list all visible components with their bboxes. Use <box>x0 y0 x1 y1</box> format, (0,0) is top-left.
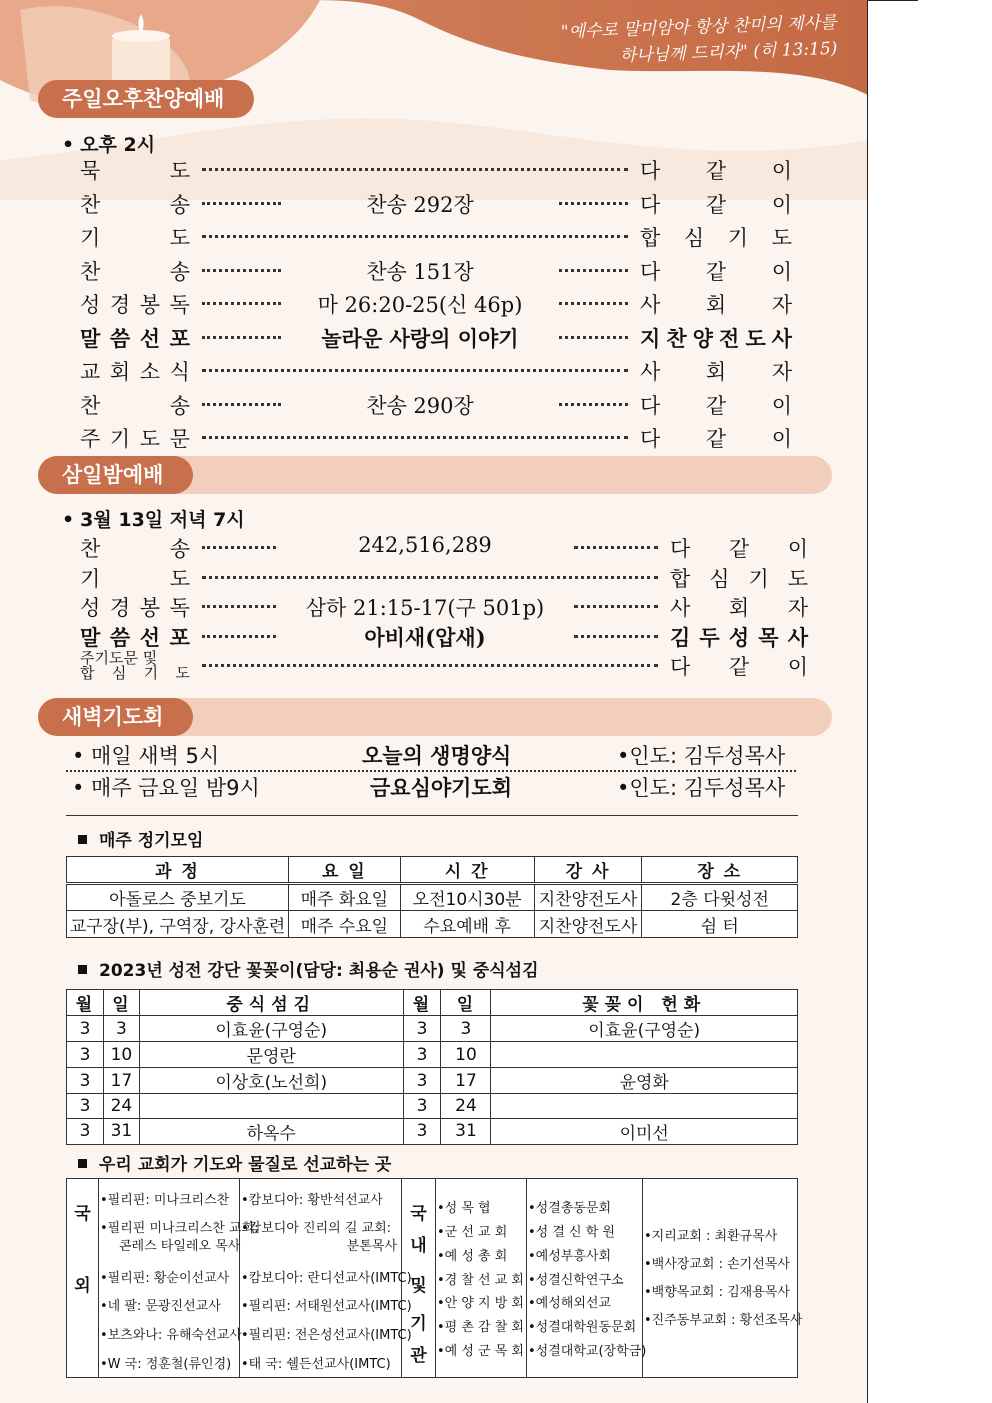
service-item-leader <box>640 289 792 319</box>
flowers-table <box>66 989 798 1145</box>
service-row <box>80 651 810 685</box>
dawn-when: • 매주 금요일 밤9시 <box>72 776 260 800</box>
table-row <box>67 1118 798 1144</box>
column-header: 중식섬김 <box>139 990 403 1016</box>
mission-item: •네 팔: 문광진선교사 <box>100 1299 221 1314</box>
table-cell <box>491 1042 798 1068</box>
table-row <box>67 884 798 911</box>
leader-char: 사 <box>787 624 808 650</box>
leader-char: 다 <box>670 537 691 561</box>
service-item-label <box>80 189 190 219</box>
weekly-meetings-table <box>66 856 798 938</box>
column-header: 시 간 <box>400 857 534 884</box>
leader-char: 심 <box>683 226 705 250</box>
service-item-leader <box>670 592 808 622</box>
mission-item: •백사장교회 : 손기선목사 <box>644 1257 790 1272</box>
service-row <box>80 423 800 457</box>
label-char: 송 <box>169 393 190 418</box>
service-item-label <box>80 155 190 185</box>
table-cell: 3 <box>403 1068 441 1094</box>
leader-char: 다 <box>640 427 661 451</box>
service-item-label <box>80 423 190 453</box>
label-char: 기 <box>80 226 101 250</box>
table-cell: 매주 화요일 <box>288 884 400 911</box>
leader-char: 양 <box>692 325 713 351</box>
leader-dots <box>202 201 281 205</box>
mission-item: •성 목 협 <box>437 1201 491 1216</box>
table-cell: 아돌로스 중보기도 <box>67 884 289 911</box>
label-char: 포 <box>169 325 190 351</box>
leader-char: 이 <box>771 159 792 183</box>
leader-dots <box>202 604 276 608</box>
service-item-content: 찬송 292장 <box>366 192 474 217</box>
leader-dots <box>202 663 658 667</box>
table-cell: 3 <box>403 1094 441 1119</box>
service-item-label <box>80 651 190 681</box>
label-char: 주 <box>80 427 101 451</box>
service-item-leader <box>640 189 792 219</box>
table-cell: 이상호(노선희) <box>139 1068 403 1094</box>
leader-dots <box>574 604 658 608</box>
table-cell: 교구장(부), 구역장, 강사훈련 <box>67 911 289 938</box>
leader-char: 같 <box>728 655 750 679</box>
label-char: 선 <box>139 624 161 650</box>
label-char: 봉 <box>139 293 161 317</box>
label-char: 기 <box>143 664 159 682</box>
label-char: 심 <box>111 664 127 682</box>
overseas-label <box>67 1179 99 1377</box>
table-row <box>67 911 798 938</box>
leader-char: 이 <box>771 259 792 284</box>
table-row <box>67 1068 798 1094</box>
table-cell: 이효윤(구영순) <box>139 1016 403 1042</box>
sunday-service-title: 주일오후찬양예배 <box>38 80 254 118</box>
label-char: 묵 <box>80 159 101 183</box>
leader-char: 이 <box>787 655 808 679</box>
leader-char: 같 <box>705 427 727 451</box>
mission-item: •백향목교회 : 김재용목사 <box>644 1285 790 1300</box>
dawn-prayer-title: 새벽기도회 <box>38 698 193 736</box>
service-item-content: 242,516,289 <box>358 533 492 557</box>
missions-title: 우리 교회가 기도와 물질로 선교하는 곳 <box>78 1150 391 1175</box>
mission-item: •필리핀: 서태원선교사(IMTC) <box>241 1299 412 1314</box>
service-item-content: 찬송 151장 <box>366 259 474 284</box>
service-row <box>80 323 800 357</box>
mission-item: •필리핀 미나크리스찬 교회: <box>100 1221 259 1236</box>
service-row <box>80 155 800 189</box>
table-cell: 문영란 <box>139 1042 403 1068</box>
label-char: 독 <box>169 596 190 620</box>
table-row <box>67 1016 798 1042</box>
leader-char: 도 <box>787 566 808 591</box>
table-cell: 이미선 <box>491 1118 798 1144</box>
label-char: 도 <box>169 566 190 591</box>
leader-char: 사 <box>670 596 691 620</box>
label-char: 도 <box>175 664 190 682</box>
mission-item: •캄보디아: 란디선교사(IMTC) <box>241 1271 412 1286</box>
service-item-leader <box>640 323 792 353</box>
table-cell: 하옥수 <box>139 1118 403 1144</box>
leader-char: 다 <box>640 192 661 217</box>
mission-item: •예 성 군 목 회 <box>437 1344 524 1359</box>
service-item-leader <box>640 423 792 453</box>
mission-item: •예성해외선교 <box>528 1296 612 1311</box>
service-item-label <box>80 622 190 652</box>
column-header: 월 <box>67 990 104 1016</box>
table-cell: 10 <box>441 1042 491 1068</box>
column-header: 장 소 <box>642 857 798 884</box>
service-item-label <box>80 323 190 353</box>
domestic-col-2 <box>527 1179 647 1377</box>
service-item-leader <box>640 222 792 252</box>
label-char: 송 <box>169 537 190 561</box>
top-rule <box>868 0 918 1</box>
dawn-name: 금요심야기도회 <box>370 776 513 800</box>
label-char: 관 <box>410 1346 427 1366</box>
leader-char: 회 <box>705 360 727 384</box>
mission-item: •필리핀: 전은성선교사(IMTC) <box>241 1328 412 1343</box>
leader-char: 다 <box>670 655 691 679</box>
table-cell: 3 <box>67 1016 104 1042</box>
table-cell: 매주 수요일 <box>288 911 400 938</box>
service-item-leader <box>640 155 792 185</box>
table-cell: 3 <box>67 1042 104 1068</box>
overseas-col-2 <box>240 1179 412 1377</box>
service-item-label-line <box>80 666 190 681</box>
label-char: 봉 <box>139 596 161 620</box>
label-char: 송 <box>169 192 190 217</box>
table-cell: 31 <box>103 1118 139 1144</box>
service-item-leader <box>670 651 808 681</box>
service-item-content: 찬송 290장 <box>366 393 474 418</box>
service-row <box>80 256 800 290</box>
table-cell: 이효윤(구영순) <box>491 1016 798 1042</box>
table-cell: 2층 다윗성전 <box>642 884 798 911</box>
mission-item: 분톤목사 <box>346 1239 397 1254</box>
label-char: 찬 <box>80 259 101 284</box>
leader-char: 지 <box>640 325 661 351</box>
leader-char: 성 <box>728 624 750 650</box>
leader-char: 이 <box>787 537 808 561</box>
leader-char: 회 <box>728 596 750 620</box>
wednesday-service-time: • 3월 13일 저녁 7시 <box>62 509 245 531</box>
service-item-leader <box>640 356 792 386</box>
table-cell: 3 <box>403 1016 441 1042</box>
leader-dots <box>559 402 628 406</box>
label-char: 경 <box>109 596 131 620</box>
service-item-content: 마 26:20-25(신 46p) <box>317 293 523 317</box>
label-char: 및 <box>410 1276 427 1296</box>
service-item-leader <box>670 563 808 593</box>
service-item-leader <box>640 390 792 420</box>
label-char: 기 <box>410 1314 427 1334</box>
table-cell: 17 <box>441 1068 491 1094</box>
label-char: 찬 <box>80 537 101 561</box>
column-header: 꽃꽂이 헌화 <box>491 990 798 1016</box>
table-cell: 3 <box>403 1118 441 1144</box>
leader-dots <box>559 301 628 305</box>
leader-char: 기 <box>727 226 749 250</box>
label-char: 말 <box>80 325 101 351</box>
table-cell: 윤영화 <box>491 1068 798 1094</box>
leader-dots <box>202 234 628 238</box>
table-cell: 3 <box>403 1042 441 1068</box>
label-char: 합 <box>80 664 95 682</box>
mission-item: •예 성 총 회 <box>437 1249 508 1264</box>
label-char: 선 <box>139 325 161 351</box>
mission-item: •성결신학연구소 <box>528 1273 624 1288</box>
table-cell: 3 <box>103 1016 139 1042</box>
table-cell: 24 <box>441 1094 491 1119</box>
table-row <box>67 1042 798 1068</box>
service-item-content: 놀라운 사랑의 이야기 <box>321 325 519 351</box>
missions-table <box>66 1178 803 1378</box>
label-char: 국 <box>74 1204 91 1224</box>
verse-line-1: "예수로 말미암아 항상 찬미의 제사를 <box>560 12 837 43</box>
leader-char: 같 <box>705 159 727 183</box>
label-char: 소 <box>139 360 161 384</box>
leader-dots <box>574 545 658 549</box>
domestic-col-3 <box>643 1179 803 1377</box>
mission-item: •캄보디아: 황반석선교사 <box>241 1193 383 1208</box>
label-char: 찬 <box>80 192 101 217</box>
service-item-label <box>80 592 190 622</box>
leader-char: 회 <box>705 293 727 317</box>
leader-dots <box>559 268 628 272</box>
table-cell <box>491 1094 798 1119</box>
label-char: 찬 <box>80 393 101 418</box>
label-char: 씀 <box>109 325 131 351</box>
service-row <box>80 222 800 256</box>
service-row <box>80 289 800 323</box>
leader-char: 두 <box>699 624 720 650</box>
weekly-meetings-title: 매주 정기모임 <box>78 826 203 851</box>
domestic-label <box>402 1179 436 1377</box>
section-divider <box>66 815 798 816</box>
column-header: 요 일 <box>288 857 400 884</box>
mission-item: •안 양 지 방 회 <box>437 1296 524 1311</box>
label-char: 경 <box>109 293 131 317</box>
label-char: 포 <box>169 624 190 650</box>
leader-char: 같 <box>705 259 727 284</box>
label-char: 문 <box>169 427 190 451</box>
leader-char: 합 <box>670 566 691 591</box>
flowers-title: 2023년 성전 강단 꽃꽂이(담당: 최용순 권사) 및 중식섬김 <box>78 956 539 981</box>
table-cell: 3 <box>67 1094 104 1119</box>
leader-dots <box>202 368 628 372</box>
table-cell: 3 <box>441 1016 491 1042</box>
label-char: 내 <box>410 1236 427 1256</box>
leader-char: 전 <box>718 325 740 351</box>
leader-char: 사 <box>640 293 661 317</box>
leader-char: 사 <box>771 325 792 351</box>
table-cell: 3 <box>67 1068 104 1094</box>
leader-dots <box>202 435 628 439</box>
service-item-content: 아비새(압새) <box>364 624 486 650</box>
leader-char: 김 <box>670 624 691 650</box>
table-cell: 17 <box>103 1068 139 1094</box>
table-row <box>67 1094 798 1119</box>
mission-item: •필리핀: 미나크리스찬 <box>100 1193 230 1208</box>
mission-item: 콘레스 타일레오 목사 <box>119 1239 241 1254</box>
label-char: 도 <box>139 427 161 451</box>
service-item-leader <box>670 622 808 652</box>
mission-item: •필리핀: 황순이선교사 <box>100 1271 230 1286</box>
leader-dots <box>574 634 658 638</box>
service-row <box>80 390 800 424</box>
dawn-row-friday <box>72 772 796 804</box>
leader-char: 자 <box>787 596 808 620</box>
leader-char: 자 <box>771 293 792 317</box>
leader-char: 다 <box>640 259 661 284</box>
leader-dots <box>202 268 281 272</box>
column-header: 강 사 <box>534 857 642 884</box>
wednesday-service-title: 삼일밤예배 <box>38 456 193 494</box>
table-cell: 지찬양전도사 <box>534 911 642 938</box>
leader-char: 같 <box>705 192 727 217</box>
dawn-leader: •인도: 김두성목사 <box>617 744 786 768</box>
column-header: 월 <box>403 990 441 1016</box>
label-char: 교 <box>80 360 101 384</box>
service-row <box>80 189 800 223</box>
leader-char: 같 <box>728 537 750 561</box>
mission-item: •군 선 교 회 <box>437 1225 508 1240</box>
table-cell: 3 <box>67 1118 104 1144</box>
label-char: 성 <box>80 293 101 317</box>
service-item-content: 삼하 21:15-17(구 501p) <box>305 596 545 620</box>
leader-char: 이 <box>771 192 792 217</box>
leader-char: 도 <box>745 325 766 351</box>
leader-dots <box>202 402 281 406</box>
table-cell: 31 <box>441 1118 491 1144</box>
label-char: 송 <box>169 259 190 284</box>
overseas-col-1 <box>99 1179 259 1377</box>
service-item-label <box>80 563 190 593</box>
mission-item: •보츠와나: 유해숙선교사 <box>100 1328 242 1343</box>
table-cell: 쉼 터 <box>642 911 798 938</box>
mission-item: •지리교회 : 최환규목사 <box>644 1229 778 1244</box>
label-char: 독 <box>169 293 190 317</box>
leader-char: 이 <box>771 393 792 418</box>
table-cell: 24 <box>103 1094 139 1119</box>
mission-item: •W 국: 정훈철(류인경) <box>100 1357 232 1372</box>
column-header: 일 <box>441 990 491 1016</box>
mission-item: •태 국: 쉘든선교사(IMTC) <box>241 1357 391 1372</box>
leader-char: 기 <box>748 566 769 591</box>
sunday-service-time: • 오후 2시 <box>62 134 156 156</box>
label-char: 회 <box>109 360 131 384</box>
dawn-row-daily <box>72 740 796 772</box>
mission-item: •성결대학교(장학금) <box>528 1344 647 1359</box>
column-header: 일 <box>103 990 139 1016</box>
label-char: 말 <box>80 624 101 650</box>
leader-char: 찬 <box>666 325 687 351</box>
leader-char: 같 <box>705 393 727 418</box>
service-item-label <box>80 256 190 286</box>
dawn-leader: •인도: 김두성목사 <box>617 776 786 800</box>
table-cell: 10 <box>103 1042 139 1068</box>
mission-item: •경 찰 선 교 회 <box>437 1273 524 1288</box>
leader-dots <box>559 201 628 205</box>
label-char: 기 <box>109 427 131 451</box>
service-item-leader <box>640 256 792 286</box>
service-row <box>80 356 800 390</box>
leader-char: 다 <box>640 393 661 418</box>
mission-item: •평 촌 감 찰 회 <box>437 1320 524 1335</box>
label-char: 기 <box>80 566 101 591</box>
table-cell <box>139 1094 403 1119</box>
service-item-leader <box>670 533 808 563</box>
leader-char: 심 <box>709 566 730 591</box>
leader-char: 사 <box>640 360 661 384</box>
label-char: 식 <box>169 360 190 384</box>
mission-item: •성 결 신 학 원 <box>528 1225 615 1240</box>
table-cell: 지찬양전도사 <box>534 884 642 911</box>
label-char: 성 <box>80 596 101 620</box>
table-cell: 수요예배 후 <box>400 911 534 938</box>
label-char: 씀 <box>109 624 131 650</box>
service-item-label <box>80 356 190 386</box>
mission-item: •성결총동문회 <box>528 1201 612 1216</box>
leader-dots <box>202 575 658 579</box>
domestic-col-1 <box>436 1179 527 1377</box>
label-char: 도 <box>169 159 190 183</box>
service-item-label <box>80 390 190 420</box>
label-char: 도 <box>169 226 190 250</box>
dawn-when: • 매일 새벽 5시 <box>72 744 220 768</box>
leader-dots <box>202 634 276 638</box>
leader-char: 자 <box>771 360 792 384</box>
column-header: 과 정 <box>67 857 289 884</box>
leader-dots <box>202 545 276 549</box>
verse-line-2: 하나님께 드리자" (히 13:15) <box>619 38 838 67</box>
leader-dots <box>202 167 628 171</box>
leader-char: 다 <box>640 159 661 183</box>
leader-char: 이 <box>771 427 792 451</box>
mission-item: •예성부흥사회 <box>528 1249 612 1264</box>
service-item-label <box>80 289 190 319</box>
leader-dots <box>202 335 281 339</box>
service-item-label <box>80 222 190 252</box>
service-item-label <box>80 533 190 563</box>
leader-char: 합 <box>640 226 661 250</box>
mission-item: •성결대학원동문회 <box>528 1320 637 1335</box>
mission-item: •진주동부교회 : 황선조목사 <box>644 1313 803 1328</box>
table-cell: 오전10시30분 <box>400 884 534 911</box>
leader-dots <box>559 335 628 339</box>
leader-char: 목 <box>758 624 779 650</box>
mission-item: •캄보디아 진리의 길 교회: <box>241 1221 392 1236</box>
label-char: 국 <box>410 1204 427 1224</box>
dawn-name: 오늘의 생명양식 <box>362 744 512 768</box>
label-char: 외 <box>74 1276 91 1296</box>
leader-dots <box>202 301 281 305</box>
leader-char: 도 <box>771 226 792 250</box>
service-item-label-line: 주기도문 및 <box>80 649 158 667</box>
